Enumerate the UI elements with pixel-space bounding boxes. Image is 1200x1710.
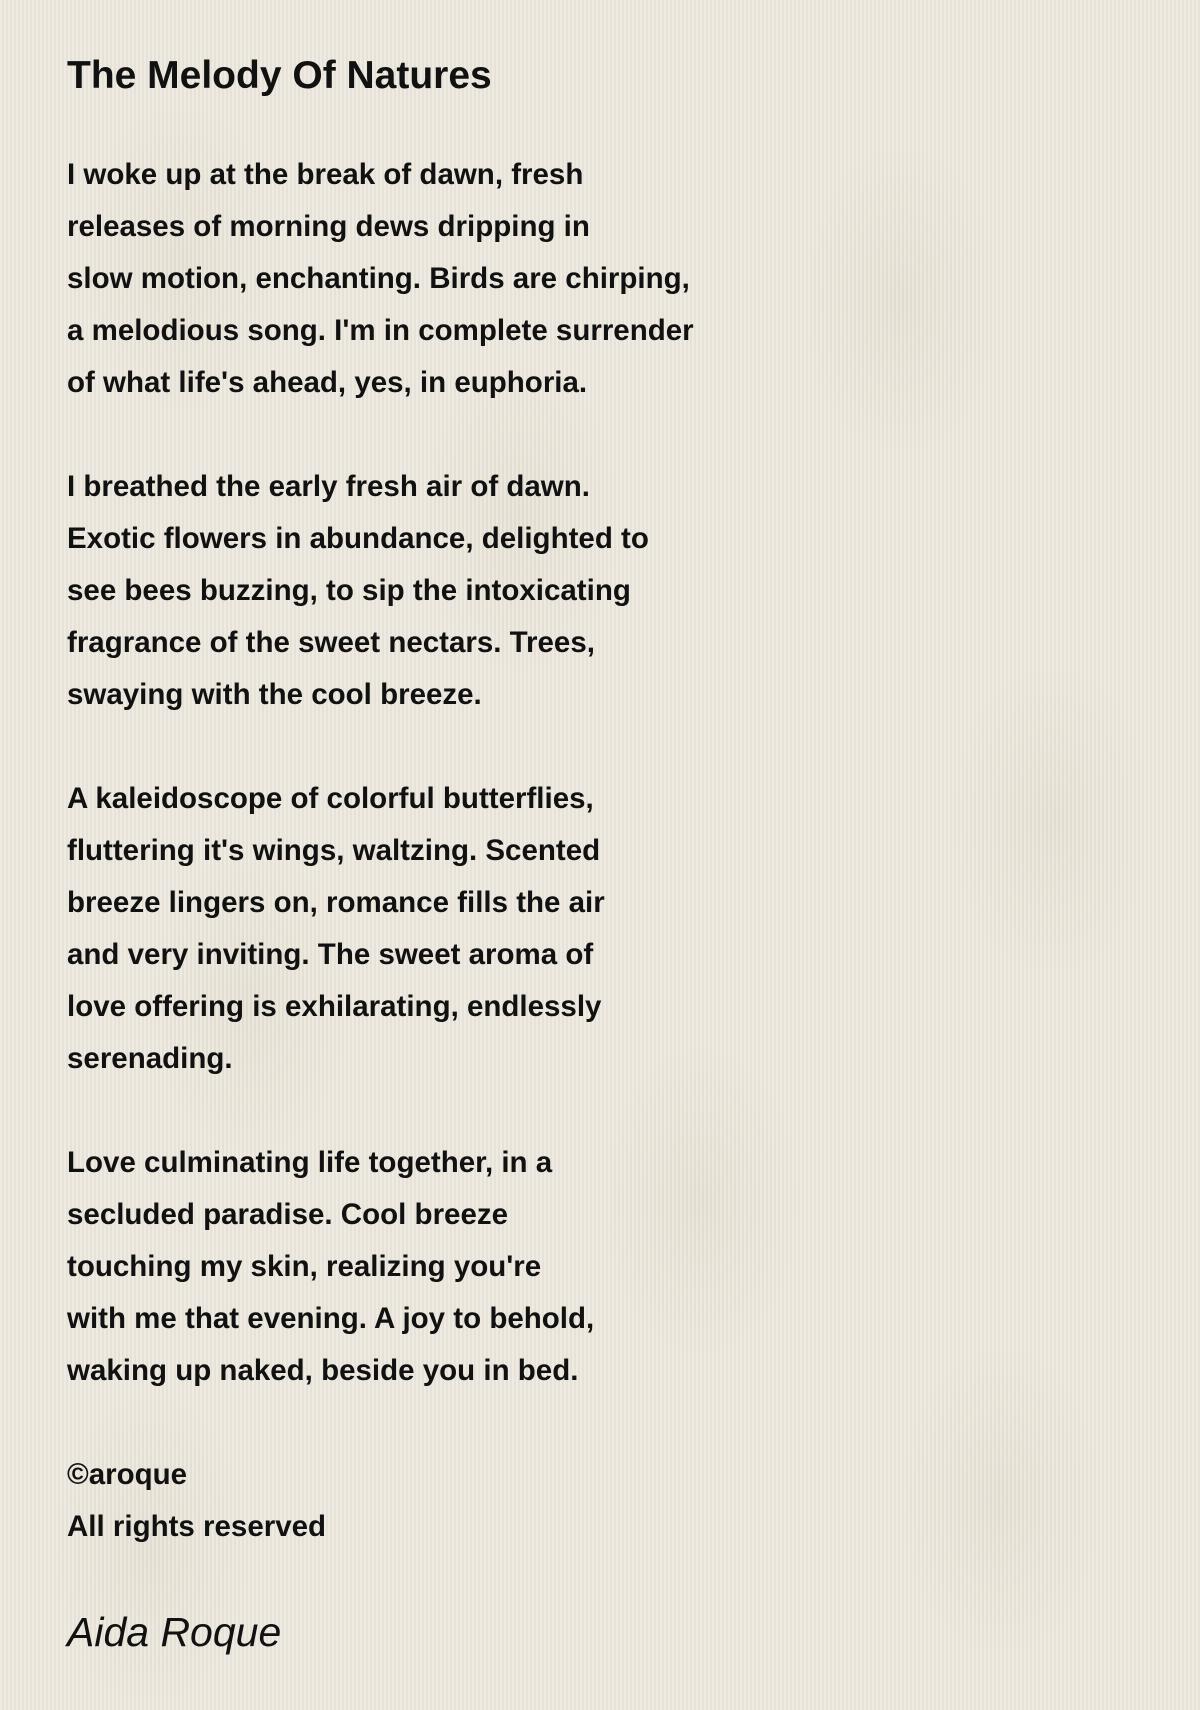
poem-line: fragrance of the sweet nectars. Trees, bbox=[67, 626, 595, 659]
poem-line: and very inviting. The sweet aroma of bbox=[67, 938, 594, 971]
poem-line: with me that evening. A joy to behold, bbox=[67, 1302, 595, 1335]
poem-line: breeze lingers on, romance fills the air bbox=[67, 886, 605, 919]
poem-line: touching my skin, realizing you're bbox=[67, 1250, 542, 1283]
poem-line: serenading. bbox=[67, 1042, 233, 1075]
author-name: Aida Roque bbox=[67, 1609, 282, 1655]
poem-line: I breathed the early fresh air of dawn. bbox=[67, 470, 590, 503]
poem-line: fluttering it's wings, waltzing. Scented bbox=[67, 834, 601, 867]
poem-line: love offering is exhilarating, endlessly bbox=[67, 990, 602, 1023]
poem-line: waking up naked, beside you in bed. bbox=[67, 1354, 579, 1387]
poem-line: Exotic flowers in abundance, delighted to bbox=[67, 522, 649, 555]
poem-container bbox=[67, 52, 827, 1657]
poem-line: releases of morning dews dripping in bbox=[67, 210, 590, 243]
poem-line: of what life's ahead, yes, in euphoria. bbox=[67, 366, 588, 399]
poem-line: secluded paradise. Cool breeze bbox=[67, 1198, 509, 1231]
poem-line: a melodious song. I'm in complete surrender bbox=[67, 314, 694, 347]
copyright-notice: ©aroque bbox=[67, 1458, 188, 1491]
poem-line: see bees buzzing, to sip the intoxicating bbox=[67, 574, 631, 607]
stanza-4 bbox=[67, 1137, 827, 1397]
poem-line: I woke up at the break of dawn, fresh bbox=[67, 158, 584, 191]
poem-line: swaying with the cool breeze. bbox=[67, 678, 482, 711]
copyright-block bbox=[67, 1449, 827, 1553]
stanza-3 bbox=[67, 773, 827, 1085]
poem-line: slow motion, enchanting. Birds are chirping, bbox=[67, 262, 690, 295]
poem-title: The Melody Of Natures bbox=[67, 54, 492, 97]
stanza-1 bbox=[67, 149, 827, 409]
poem-body bbox=[67, 149, 827, 1553]
rights-notice: All rights reserved bbox=[67, 1510, 327, 1543]
poem-line: A kaleidoscope of colorful butterflies, bbox=[67, 782, 594, 815]
stanza-2 bbox=[67, 461, 827, 721]
poem-line: Love culminating life together, in a bbox=[67, 1146, 553, 1179]
